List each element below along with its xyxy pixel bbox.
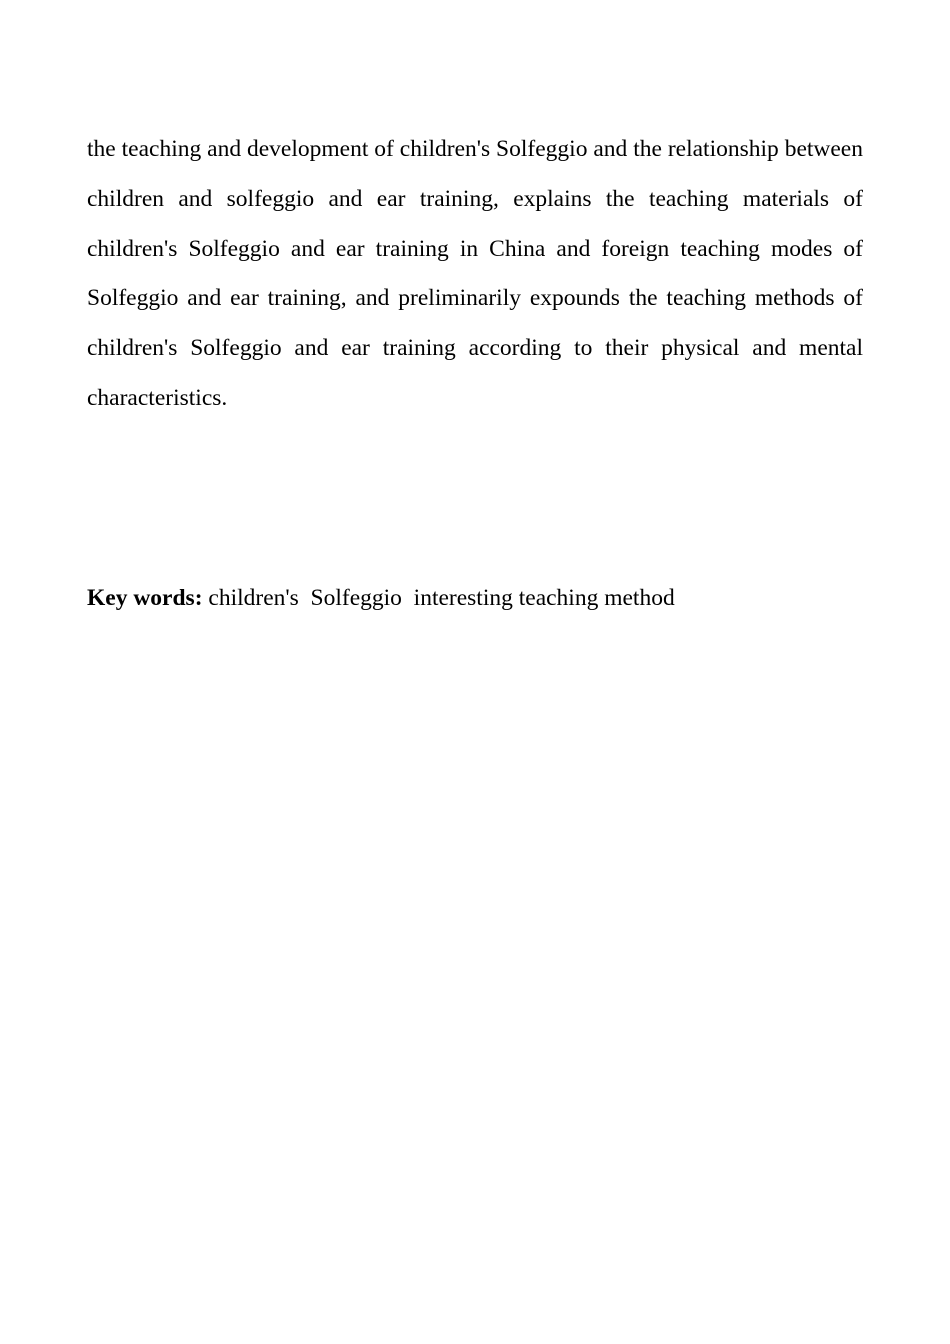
keywords-label: Key words: [87,585,203,611]
abstract-paragraph: the teaching and development of children's Solfeggio and the relationship between children and solfeggio and ear training, explains the teaching materials of children's Solfeggio and ear training in China and foreign teaching modes of Solfeggio and ear training, and preliminarily expounds the teaching methods of children's Solfeggio and ear training according to their physical and mental characteristics. [87,136,863,411]
keywords-line [87,574,863,624]
keywords-value: children's Solfeggio interesting teaching method [202,585,675,611]
